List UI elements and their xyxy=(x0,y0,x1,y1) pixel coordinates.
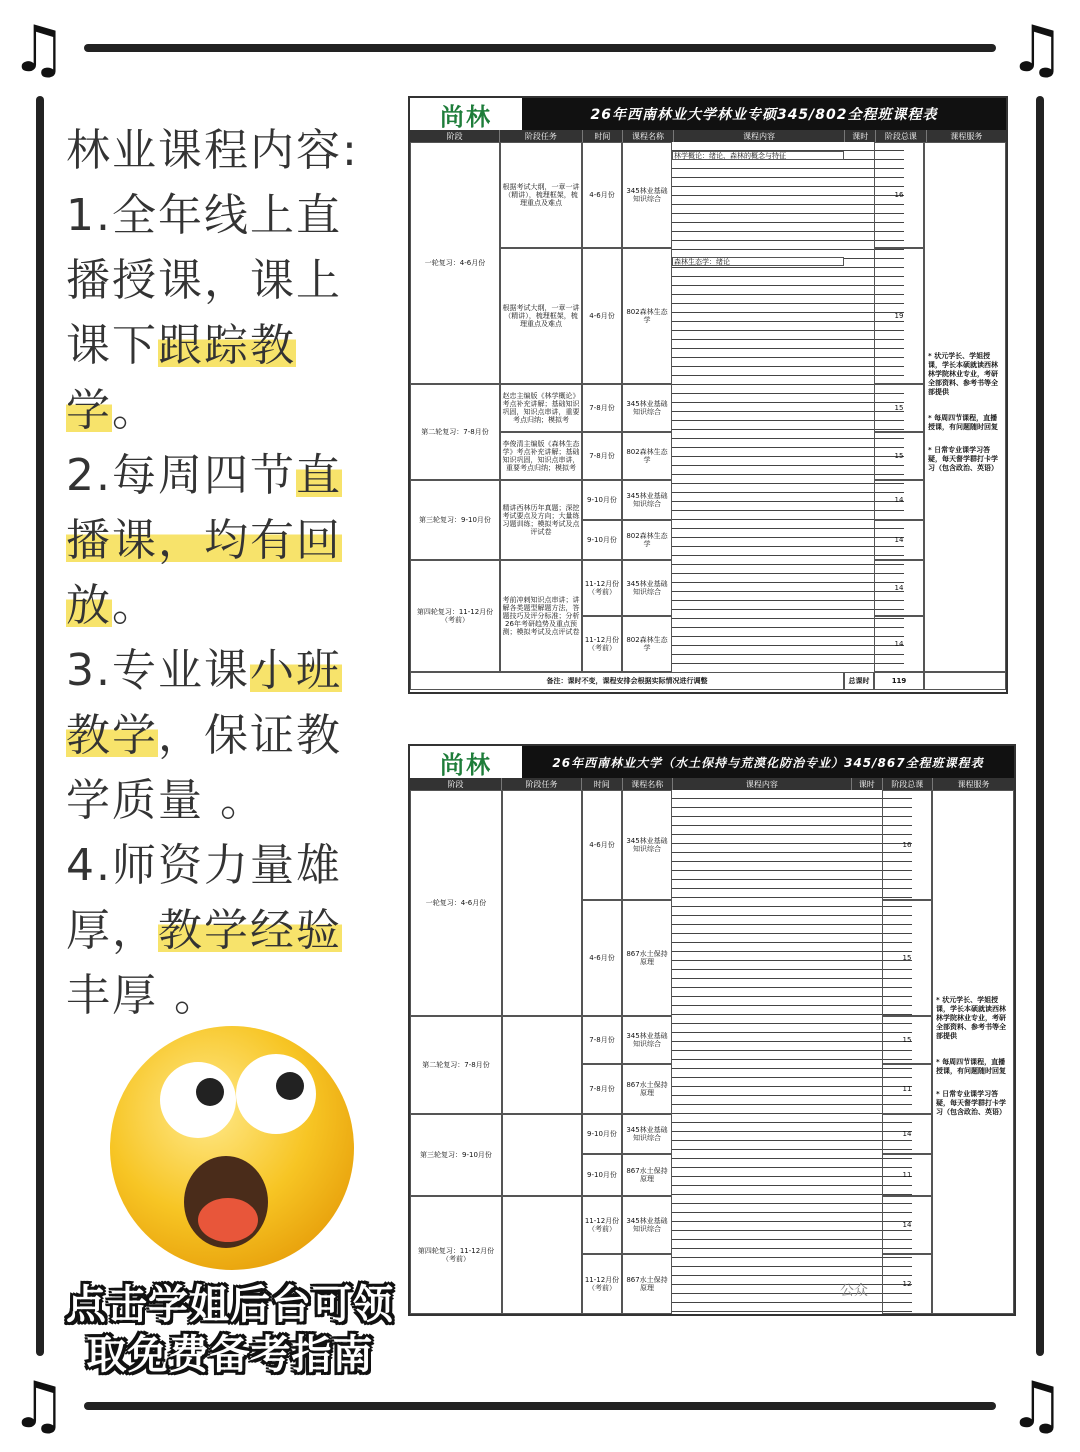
intro-line xyxy=(66,378,366,443)
highlight-fragment: 跟踪教 xyxy=(158,320,296,371)
time-cell: 4-6月份 xyxy=(582,142,622,248)
highlight-fragment: 学 xyxy=(66,385,112,436)
stage-total-cell: 15 xyxy=(882,1016,932,1064)
stage-total-cell: 12 xyxy=(882,1254,932,1314)
intro-line xyxy=(66,703,366,768)
time-cell: 7-8月份 xyxy=(582,384,622,432)
sheet-header xyxy=(410,98,1006,130)
time-cell: 11-12月份（考前） xyxy=(582,1254,622,1314)
stage-total-cell: 19 xyxy=(874,248,924,384)
intro-line xyxy=(66,443,366,508)
footer-total-label: 总课时 xyxy=(844,672,874,690)
stage-total-cell: 15 xyxy=(874,432,924,480)
intro-fragment: ，保证教 xyxy=(158,710,342,761)
bottom-border-line xyxy=(84,1402,996,1410)
intro-fragment: 厚， xyxy=(66,905,158,956)
task-cell xyxy=(502,1114,582,1196)
schedule-grid xyxy=(410,142,1006,692)
schedule-sheet-2 xyxy=(408,744,1016,1316)
left-border-line xyxy=(36,96,44,1356)
footer-blank xyxy=(924,672,1006,690)
stage-total-cell: 11 xyxy=(882,1154,932,1196)
intro-line: 4.师资力量雄 xyxy=(66,840,342,891)
column-header: 时间 xyxy=(582,778,623,790)
intro-line xyxy=(66,638,366,703)
intro-line xyxy=(66,508,366,573)
stage-total-cell: 14 xyxy=(882,1196,932,1254)
time-cell: 4-6月份 xyxy=(582,900,622,1016)
course-cell: 867水土保持原理 xyxy=(622,1254,672,1314)
stage-cell: 第三轮复习：9-10月份 xyxy=(410,1114,502,1196)
sheet-title: 26年西南林业大学林业专硕345/802全程班课程表 xyxy=(590,107,938,123)
column-header: 阶段 xyxy=(410,778,502,790)
service-note: * 每周四节课程，直播授课，有问题随时回复 xyxy=(928,414,998,431)
content-rows xyxy=(672,790,912,1314)
task-cell: 根据考试大纲，一章一讲（精讲），梳理框架，梳理重点及难点 xyxy=(500,142,582,248)
time-cell: 9-10月份 xyxy=(582,1114,622,1154)
task-cell xyxy=(502,1016,582,1114)
top-border-line xyxy=(84,44,996,52)
task-cell xyxy=(502,1196,582,1314)
stage-total-cell: 14 xyxy=(874,616,924,672)
task-cell: 精讲西林历年真题；深挖考试要点及方向；大量练习题训练；模拟考试及点评试卷 xyxy=(500,480,582,560)
intro-fragment: 。 xyxy=(112,580,158,631)
footer-note: 备注：课时不变，课程安排会根据实际情况进行调整 xyxy=(410,672,844,690)
course-cell: 345林业基础知识综合 xyxy=(622,1114,672,1154)
stage-total-cell: 15 xyxy=(882,900,932,1016)
stage-cell: 第三轮复习：9-10月份 xyxy=(410,480,500,560)
course-cell: 802森林生态学 xyxy=(622,616,672,672)
column-header: 课时 xyxy=(852,778,883,790)
stage-cell: 一轮复习：4-6月份 xyxy=(410,142,500,384)
intro-line: 丰厚 。 xyxy=(66,970,220,1021)
cta-banner[interactable] xyxy=(40,1280,420,1380)
intro-line: 1.全年线上直 xyxy=(66,190,342,241)
column-header-row xyxy=(410,130,1006,142)
service-column xyxy=(932,790,1014,1314)
column-header-row xyxy=(410,778,1014,790)
column-header: 课程服务 xyxy=(957,779,990,789)
task-cell: 赵忠主编版《林学概论》考点补充讲解；基础知识巩固，知识点串讲，重要考点归纳；模拟考 xyxy=(500,384,582,432)
column-header: 课程内容 xyxy=(673,778,852,790)
column-header: 时间 xyxy=(583,130,624,142)
course-cell: 867水土保持原理 xyxy=(622,1064,672,1114)
stage-cell: 第二轮复习：7-8月份 xyxy=(410,1016,502,1114)
course-cell: 345林业基础知识综合 xyxy=(622,790,672,900)
highlight-fragment: 播课，均有回 xyxy=(66,515,342,566)
task-cell: 根据考试大纲，一章一讲（精讲），梳理框架，梳理重点及难点 xyxy=(500,248,582,384)
time-cell: 11-12月份（考前） xyxy=(582,616,622,672)
course-cell: 345林业基础知识综合 xyxy=(622,560,672,616)
intro-fragment: 3.专业课 xyxy=(66,645,250,696)
service-note: * 状元学长、学姐授课，学长本硕就读西林林学院林业专业，考研全部资料、参考书等全部提供 xyxy=(928,352,998,396)
time-cell: 4-6月份 xyxy=(582,790,622,900)
highlight-fragment: 教学 xyxy=(66,710,158,761)
schedule-sheet-1 xyxy=(408,96,1008,694)
stage-total-cell: 14 xyxy=(874,480,924,520)
task-cell: 考前冲刺知识点串讲；讲解各类题型解题方法，答题技巧及评分标准；分析26年考研趋势及重点预测；模拟考试及点评试卷 xyxy=(500,560,582,672)
watermark: 公众 xyxy=(840,1283,868,1299)
stage-total-cell: 14 xyxy=(882,1114,932,1154)
column-header: 课程名称 xyxy=(623,130,674,142)
column-header: 阶段 xyxy=(410,130,500,142)
intro-fragment: 2.每周四节 xyxy=(66,450,296,501)
course-cell: 802森林生态学 xyxy=(622,520,672,560)
task-cell: 李俊清主编版《森林生态学》考点补充讲解；基础知识巩固，知识点串讲，重要考点归纳；模拟考 xyxy=(500,432,582,480)
intro-line xyxy=(66,898,366,963)
time-cell: 7-8月份 xyxy=(582,1016,622,1064)
intro-line xyxy=(66,313,366,378)
column-header: 课程内容 xyxy=(674,130,846,142)
intro-fragment: 。 xyxy=(112,385,158,436)
service-note: * 状元学长、学姐授课，学长本硕就读西林林学院林业专业，考研全部资料、参考书等全部提供 xyxy=(936,996,1006,1040)
content-cell: 森林生态学：绪论 xyxy=(672,257,844,266)
intro-line: 播授课，课上 xyxy=(66,255,342,306)
highlight-fragment: 教学经验 xyxy=(158,905,342,956)
stage-total-cell: 16 xyxy=(882,790,932,900)
stage-cell: 第二轮复习：7-8月份 xyxy=(410,384,500,480)
course-cell: 345林业基础知识综合 xyxy=(622,384,672,432)
time-cell: 7-8月份 xyxy=(582,432,622,480)
column-header: 阶段总课 xyxy=(883,778,933,790)
music-note-icon: ♫ xyxy=(10,1369,68,1443)
course-cell: 345林业基础知识综合 xyxy=(622,142,672,248)
course-cell: 345林业基础知识综合 xyxy=(622,480,672,520)
content-rows xyxy=(672,142,904,666)
intro-heading: 林业课程内容: xyxy=(66,125,359,176)
time-cell: 11-12月份（考前） xyxy=(582,1196,622,1254)
music-note-icon: ♫ xyxy=(1008,1369,1066,1443)
task-cell xyxy=(502,790,582,1016)
course-cell: 802森林生态学 xyxy=(622,432,672,480)
stage-cell: 第四轮复习：11-12月份（考前） xyxy=(410,560,500,672)
time-cell: 4-6月份 xyxy=(582,248,622,384)
footer-total: 119 xyxy=(874,672,924,690)
right-border-line xyxy=(1036,96,1044,1356)
music-note-icon: ♫ xyxy=(10,13,68,87)
intro-line: 学质量 。 xyxy=(66,775,266,826)
intro-fragment: 课下 xyxy=(66,320,158,371)
course-cell: 867水土保持原理 xyxy=(622,900,672,1016)
stage-total-cell: 14 xyxy=(874,560,924,616)
intro-line xyxy=(66,573,366,638)
stage-total-cell: 15 xyxy=(874,384,924,432)
column-header: 阶段任务 xyxy=(502,778,582,790)
cta-line-1: 点击学姐后台可领 xyxy=(66,1282,394,1328)
brand-logo: 尚林 xyxy=(410,746,522,778)
music-note-icon: ♫ xyxy=(1008,13,1066,87)
time-cell: 9-10月份 xyxy=(582,480,622,520)
sheet-header xyxy=(410,746,1014,778)
time-cell: 9-10月份 xyxy=(582,520,622,560)
column-header: 课时 xyxy=(845,130,876,142)
service-note: * 每周四节课程，直播授课，有问题随时回复 xyxy=(936,1058,1006,1075)
course-cell: 345林业基础知识综合 xyxy=(622,1016,672,1064)
course-cell: 802森林生态学 xyxy=(622,248,672,384)
course-cell: 867水土保持原理 xyxy=(622,1154,672,1196)
column-header: 阶段任务 xyxy=(500,130,582,142)
course-intro-text xyxy=(66,118,366,1028)
sheet-title: 26年西南林业大学（水土保持与荒漠化防治专业）345/867全程班课程表 xyxy=(552,755,984,770)
course-cell: 345林业基础知识综合 xyxy=(622,1196,672,1254)
highlight-fragment: 放 xyxy=(66,580,112,631)
time-cell: 7-8月份 xyxy=(582,1064,622,1114)
stage-total-cell: 16 xyxy=(874,142,924,248)
time-cell: 9-10月份 xyxy=(582,1154,622,1196)
column-header: 课程名称 xyxy=(623,778,673,790)
stage-total-cell: 11 xyxy=(882,1064,932,1114)
stage-cell: 第四轮复习：11-12月份（考前） xyxy=(410,1196,502,1314)
brand-logo: 尚林 xyxy=(410,98,522,130)
column-header: 阶段总课 xyxy=(876,130,927,142)
cta-line-2: 取免费备考指南 xyxy=(86,1332,374,1378)
highlight-fragment: 直 xyxy=(295,450,342,501)
column-header: 课程服务 xyxy=(950,131,983,141)
stage-total-cell: 14 xyxy=(874,520,924,560)
surprised-face-icon xyxy=(106,1022,358,1274)
time-cell: 11-12月份（考前） xyxy=(582,560,622,616)
stage-cell: 一轮复习：4-6月份 xyxy=(410,790,502,1016)
schedule-grid xyxy=(410,790,1014,1314)
service-column xyxy=(924,142,1006,672)
service-note: * 日常专业课学习答疑，每天督学群打卡学习（包含政治、英语） xyxy=(928,446,998,472)
highlight-fragment: 小班 xyxy=(249,645,342,696)
service-note: * 日常专业课学习答疑，每天督学群打卡学习（包含政治、英语） xyxy=(936,1090,1006,1116)
content-cell: 林学概论：绪论、森林的概念与特征 xyxy=(672,151,844,160)
